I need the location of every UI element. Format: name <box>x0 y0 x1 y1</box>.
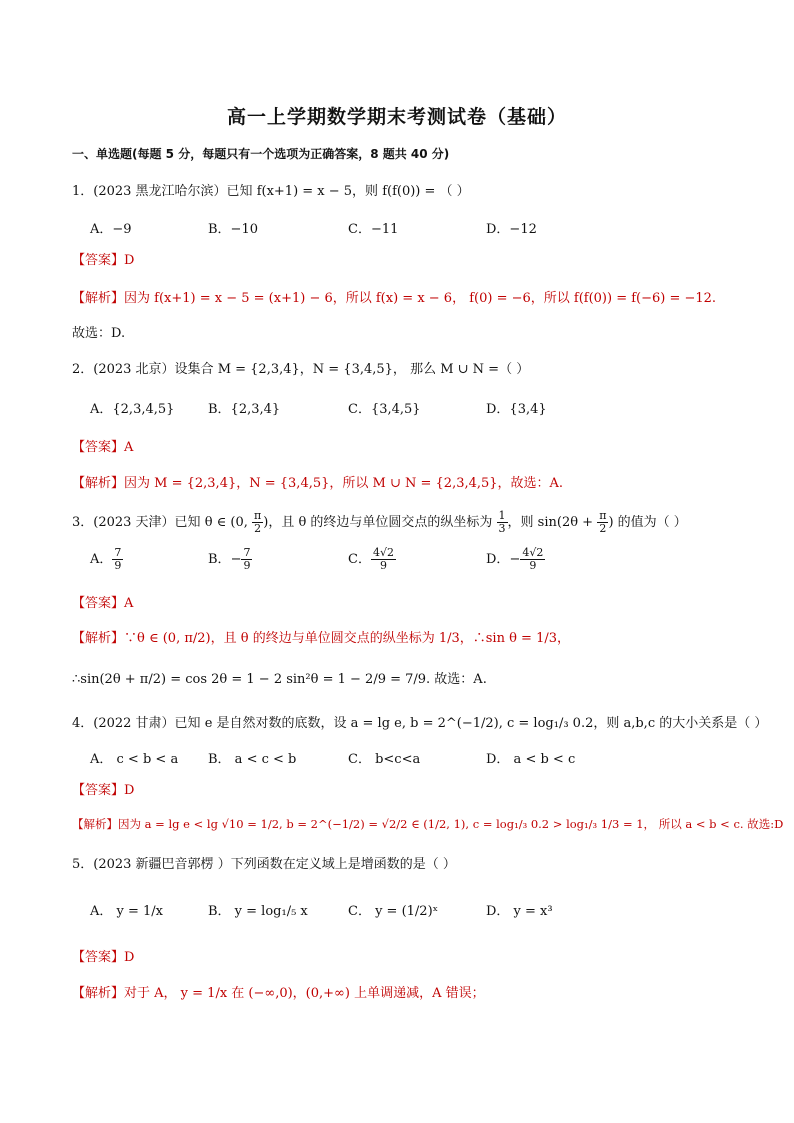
q1-analysis-text: 因为 f(x+1) = x − 5 = (x+1) − 6，所以 f(x) = x − 6， f(0) = −6，所以 f(f(0)) = f(−6) = −12. <box>124 291 717 306</box>
opt-label: C． <box>348 552 371 567</box>
q4-answer <box>72 779 134 798</box>
frac-num: 7 <box>243 546 251 559</box>
frac-den: 9 <box>243 559 251 572</box>
q2-option-c: C．{3,4,5} <box>348 402 421 417</box>
question-2-stem: 2．(2023 北京）设集合 M = {2,3,4}，N = {3,4,5}， 那么 M ∪ N =（ ） <box>72 362 530 377</box>
q4-option-c: C． b<c<a <box>348 752 421 767</box>
frac-den: 9 <box>114 559 122 572</box>
answer-tag: 【答案】 <box>72 950 125 965</box>
frac-num: π <box>254 509 262 522</box>
q1-answer-value: D <box>124 253 135 268</box>
opt-label: B． <box>208 552 231 567</box>
q1-option-d: D．−12 <box>486 222 537 237</box>
q4-option-d: D． a < b < c <box>486 752 576 767</box>
opt-label: D． <box>486 552 510 567</box>
q1-option-c: C．−11 <box>348 222 399 237</box>
answer-tag: 【答案】 <box>72 440 125 455</box>
q5-answer-value: D <box>124 950 135 965</box>
q1-option-b: B．−10 <box>208 222 258 237</box>
q5-analysis <box>72 982 485 1001</box>
q3-option-d <box>486 547 545 572</box>
answer-tag: 【答案】 <box>72 596 125 611</box>
q4-answer-value: D <box>124 783 135 798</box>
q2-analysis <box>72 472 563 491</box>
q3-analysis <box>72 627 570 646</box>
opt-frac <box>112 547 123 572</box>
q3-answer-value: A <box>124 596 134 611</box>
q1-conclusion: 故选：D. <box>72 326 126 341</box>
q2-option-d: D．{3,4} <box>486 402 547 417</box>
q3-option-b <box>208 547 252 572</box>
q4-option-a: A． c < b < a <box>90 752 179 767</box>
frac-den: 2 <box>599 522 607 535</box>
q1-analysis <box>72 287 716 306</box>
q3-analysis-line2: ∴sin(2θ + π/2) = cos 2θ = 1 − 2 sin²θ = 1 − 2/9 = 7/9. 故选：A. <box>72 672 487 687</box>
opt-sign: − <box>509 552 521 567</box>
q3-frac-pi-2 <box>252 510 263 535</box>
frac-num: 4√2 <box>372 546 394 559</box>
opt-frac <box>241 547 252 572</box>
q3-stem-d: ) 的值为（ ） <box>608 515 687 530</box>
q2-option-b: B．{2,3,4} <box>208 402 281 417</box>
q2-option-a: A．{2,3,4,5} <box>90 402 175 417</box>
q5-answer <box>72 946 134 965</box>
answer-tag: 【答案】 <box>72 253 125 268</box>
frac-den: 3 <box>498 522 506 535</box>
q1-option-a: A．−9 <box>90 222 132 237</box>
q5-option-a: A． y = 1/x <box>90 904 164 919</box>
page-title: 高一上学期数学期末考测试卷（基础） <box>226 106 567 128</box>
q2-answer-value: A <box>124 440 134 455</box>
analysis-tag: 【解析】 <box>72 291 125 306</box>
q4-analysis <box>72 816 783 832</box>
q2-answer <box>72 436 133 455</box>
analysis-tag: 【解析】 <box>72 476 125 491</box>
frac-num: 4√2 <box>522 546 544 559</box>
q3-analysis-text-a: ∵θ ∈ (0, π/2)，且 θ 的终边与单位圆交点的纵坐标为 1/3，∴sin θ = 1/3， <box>124 631 570 646</box>
question-3-stem <box>72 510 687 535</box>
q3-option-c <box>348 547 396 572</box>
q4-option-b: B． a < c < b <box>208 752 297 767</box>
q5-option-b: B． y = log₁/₅ x <box>208 904 308 919</box>
q3-frac-pi-2b <box>597 510 608 535</box>
q4-analysis-text: 因为 a = lg e < lg √10 = 1/2, b = 2^(−1/2) = √2/2 ∈ (1/2, 1), c = log₁/₃ 0.2 > log₁/₃ 1/3 = 1， 所以 a < b < c. 故选:D <box>118 817 784 831</box>
q1-answer <box>72 249 134 268</box>
q3-stem-a: 3．(2023 天津）已知 θ ∈ (0, <box>72 515 253 530</box>
q3-stem-b: )，且 θ 的终边与单位圆交点的纵坐标为 <box>263 515 497 530</box>
frac-den: 9 <box>379 559 387 572</box>
q5-option-c: C． y = (1/2)ˣ <box>348 904 439 919</box>
frac-num: π <box>599 509 607 522</box>
answer-tag: 【答案】 <box>72 783 125 798</box>
q3-stem-c: ，则 sin(2θ + <box>507 515 598 530</box>
q3-frac-1-3 <box>497 510 508 535</box>
q5-analysis-text: 对于 A， y = 1/x 在 (−∞,0)，(0,+∞) 上单调递减，A 错误； <box>124 986 485 1001</box>
q2-analysis-text: 因为 M = {2,3,4}，N = {3,4,5}，所以 M ∪ N = {2,3,4,5}，故选：A. <box>124 476 564 491</box>
frac-num: 7 <box>114 546 122 559</box>
q3-answer <box>72 592 133 611</box>
analysis-tag: 【解析】 <box>72 817 118 831</box>
opt-label: A． <box>90 552 113 567</box>
question-5-stem: 5．(2023 新疆巴音郭楞 ）下列函数在定义域上是增函数的是（ ） <box>72 857 456 872</box>
frac-den: 9 <box>529 559 537 572</box>
opt-frac <box>371 547 396 572</box>
analysis-tag: 【解析】 <box>72 986 125 1001</box>
frac-den: 2 <box>254 522 262 535</box>
question-4-stem: 4．(2022 甘肃）已知 e 是自然对数的底数，设 a = lg e, b = 2^(−1/2), c = log₁/₃ 0.2，则 a,b,c 的大小关系是（ ） <box>72 716 768 731</box>
opt-sign: − <box>230 552 242 567</box>
frac-num: 1 <box>498 509 506 522</box>
analysis-tag: 【解析】 <box>72 631 125 646</box>
opt-frac <box>520 547 545 572</box>
q5-option-d: D． y = x³ <box>486 904 553 919</box>
q3-option-a <box>90 547 123 572</box>
question-1-stem: 1．(2023 黑龙江哈尔滨）已知 f(x+1) = x − 5，则 f(f(0)) = （ ） <box>72 184 470 199</box>
section-heading: 一、单选题(每题 5 分，每题只有一个选项为正确答案，8 题共 40 分) <box>72 147 450 161</box>
